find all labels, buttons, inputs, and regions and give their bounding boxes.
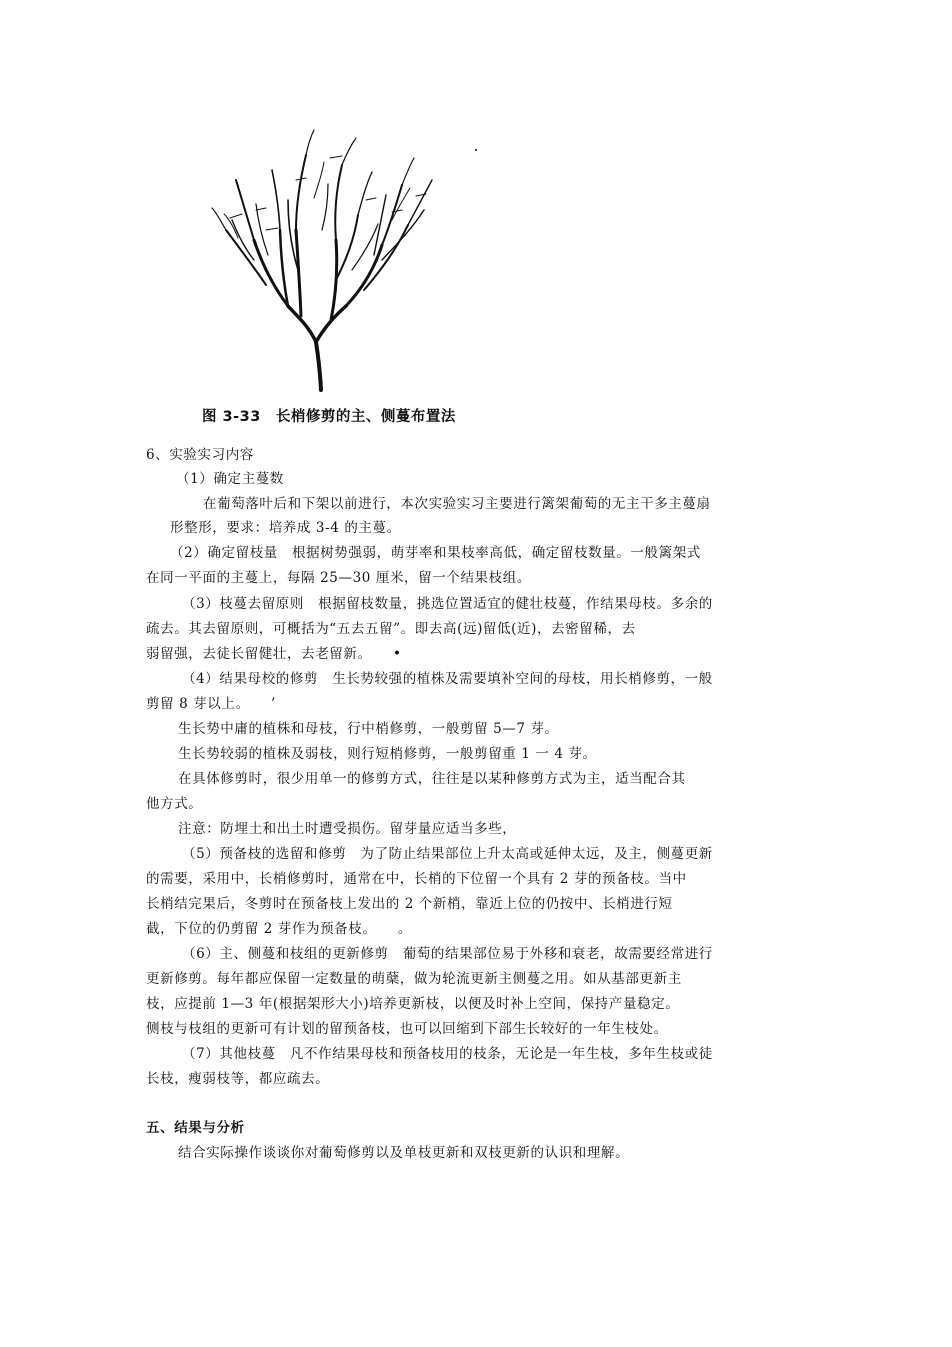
text-line: 注意：防埋土和出土时遭受损伤。留芽量应适当多些， [178, 821, 517, 837]
text-line: 在同一平面的主蔓上，每隔 25—30 厘米，留一个结果枝组。 [146, 570, 531, 586]
grapevine-pruning-diagram-icon [196, 120, 496, 400]
text-line: 的需要，采用中，长梢修剪时，通常在中，长梢的下位留一个具有 2 芽的预备枝。当中 [146, 871, 687, 887]
text-line: 枝，应提前 1—3 年(根据架形大小)培养更新枝，以便及时补上空间，保持产量稳定。 [146, 996, 680, 1012]
text-line: 生长势中庸的植株和母枝，行中梢修剪，一般剪留 5—7 芽。 [178, 721, 559, 737]
text-line: （3）枝蔓去留原则 根据留枝数量，挑选位置适宜的健壮枝蔓，作结果母枝。多余的 [182, 596, 713, 612]
text-line: 生长势较弱的植株及弱枝，则行短梢修剪，一般剪留重 1 一 4 芽。 [178, 746, 597, 762]
text-line: 在葡萄落叶后和下架以前进行，本次实验实习主要进行篱架葡萄的无主干多主蔓扇 [203, 496, 711, 512]
text-line: （1）确定主蔓数 [176, 471, 284, 487]
text-line: 长梢结完果后，冬剪时在预备枝上发出的 2 个新梢，靠近上位的仍按中、长梢进行短 [146, 896, 673, 912]
text-line: （4）结果母校的修剪 生长势较强的植株及需要填补空间的母枝，用长梢修剪，一般 [182, 671, 713, 687]
text-line: 形整形，要求：培养成 3-4 的主蔓。 [170, 520, 401, 536]
figure-caption: 图 3-33 长梢修剪的主、侧蔓布置法 [202, 409, 456, 425]
text-line: （7）其他枝蔓 凡不作结果母枝和预备枝用的枝条，无论是一年生枝，多年生枝或徒 [182, 1046, 713, 1062]
section-5-heading: 五、结果与分析 [146, 1120, 245, 1136]
text-line: 截，下位的仍剪留 2 芽作为预备枝。 。 [146, 921, 413, 937]
text-line: 弱留强，去徒长留健壮，去老留新。 • [146, 646, 402, 662]
text-line: 侧枝与枝组的更新可有计划的留预备枝，也可以回缩到下部生长较好的一年生枝处。 [146, 1021, 668, 1037]
grapevine-pruning-figure [196, 120, 496, 400]
text-line: 更新修剪。每年都应保留一定数量的萌蘖，做为轮流更新主侧蔓之用。如从基部更新主 [146, 971, 682, 987]
text-line: （6）主、侧蔓和枝组的更新修剪 葡萄的结果部位易于外移和衰老，故需要经常进行 [182, 946, 713, 962]
text-line: 剪留 8 芽以上。 ’ [146, 696, 276, 712]
section-5-body: 结合实际操作谈谈你对葡萄修剪以及单枝更新和双枝更新的认识和理解。 [178, 1145, 630, 1161]
text-line: 他方式。 [146, 796, 203, 812]
text-line: 疏去。其去留原则，可概括为“五去五留”。即去高(远)留低(近)，去密留稀，去 [146, 621, 636, 637]
text-line: 长枝，瘦弱枝等，都应疏去。 [146, 1071, 330, 1087]
text-line: 在具体修剪时，很少用单一的修剪方式，往往是以某种修剪方式为主，适当配合其 [178, 771, 686, 787]
section-6-heading: 6、实验实习内容 [146, 447, 254, 463]
text-line: （5）预备枝的选留和修剪 为了防止结果部位上升太高或延伸太远，及主，侧蔓更新 [182, 846, 713, 862]
text-line: （2）确定留枝量 根据树势强弱，萌芽率和果枝率高低，确定留枝数量。一般篱架式 [170, 545, 701, 561]
